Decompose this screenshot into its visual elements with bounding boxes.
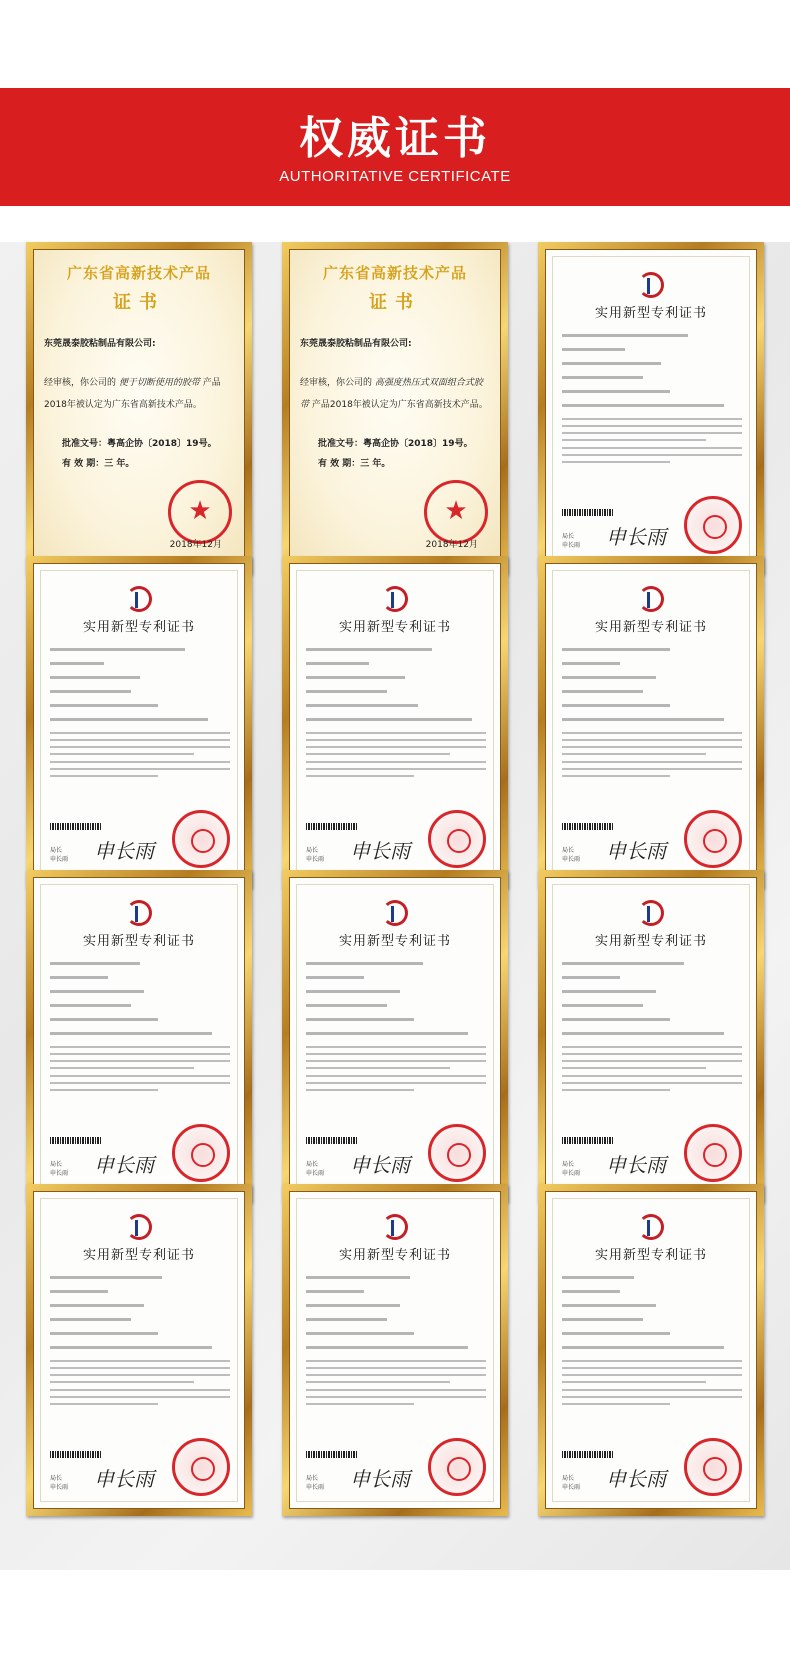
patent-office-logo-icon	[126, 1214, 152, 1240]
patent-title: 实用新型专利证书	[338, 620, 451, 635]
red-seal-icon	[172, 810, 230, 868]
patent-title: 实用新型专利证书	[338, 934, 451, 949]
red-seal-icon	[428, 1438, 486, 1496]
signature: 申长雨	[606, 525, 666, 549]
patent-fields	[562, 644, 742, 728]
patent-certificate	[33, 1191, 245, 1509]
signature: 申长雨	[350, 1153, 410, 1177]
red-seal-icon	[684, 1124, 742, 1182]
patent-fields	[306, 958, 486, 1042]
patent-office-logo-icon	[382, 586, 408, 612]
patent-certificate-frame	[26, 556, 252, 888]
patent-office-logo-icon	[126, 900, 152, 926]
patent-certificate-frame	[538, 242, 764, 574]
patent-office-logo-icon	[638, 900, 664, 926]
page-title: 权威证书	[299, 113, 491, 164]
patent-title: 实用新型专利证书	[594, 620, 707, 635]
patent-title: 实用新型专利证书	[82, 1248, 195, 1263]
body-suffix: 产品2018年被认定为广东省高新技术产品。	[44, 378, 221, 410]
patent-certificate-frame	[26, 870, 252, 1202]
signature: 申长雨	[94, 1467, 154, 1491]
patent-certificate	[545, 563, 757, 881]
signature: 申长雨	[606, 1153, 666, 1177]
page-subtitle: AUTHORITATIVE CERTIFICATE	[279, 168, 511, 185]
signature-label: 局长 申长雨	[306, 847, 325, 863]
patent-certificate	[545, 877, 757, 1195]
patent-fields	[306, 1272, 486, 1356]
patent-text-block	[306, 732, 486, 782]
signature-label: 局长 申长雨	[306, 1161, 325, 1177]
patent-office-logo-icon	[638, 272, 664, 298]
body-suffix: 产品2018年被认定为广东省高新技术产品。	[311, 400, 488, 410]
company-name: 东莞晟泰胶粘制品有限公司:	[300, 339, 412, 349]
signature-label: 局长 申长雨	[562, 847, 581, 863]
patent-title: 实用新型专利证书	[338, 1248, 451, 1263]
issue-date: 2018年12月	[169, 540, 222, 550]
patent-certificate-frame	[282, 1184, 508, 1516]
barcode-icon	[562, 509, 614, 516]
red-seal-icon	[684, 1438, 742, 1496]
barcode-icon	[562, 1451, 614, 1458]
patent-certificate-frame	[282, 556, 508, 888]
patent-certificate-frame	[282, 870, 508, 1202]
signature: 申长雨	[606, 839, 666, 863]
patent-office-logo-icon	[382, 900, 408, 926]
certificate-subtitle: 证书	[113, 292, 165, 313]
certificate-wall	[0, 242, 790, 1570]
validity-period: 有 效 期：三 年。	[62, 459, 135, 469]
signature: 申长雨	[350, 1467, 410, 1491]
gold-certificate	[33, 249, 245, 567]
patent-certificate	[33, 563, 245, 881]
signature: 申长雨	[350, 839, 410, 863]
patent-title: 实用新型专利证书	[594, 306, 707, 321]
red-seal-icon: ★	[168, 480, 232, 544]
red-seal-icon	[172, 1124, 230, 1182]
patent-fields	[306, 644, 486, 728]
patent-certificate	[545, 249, 757, 567]
patent-fields	[562, 958, 742, 1042]
certificate-title: 广东省高新技术产品	[322, 264, 467, 282]
approval-number: 批准文号：粤高企协〔2018〕19号。	[62, 439, 217, 449]
patent-fields	[50, 644, 230, 728]
gold-certificate	[289, 249, 501, 567]
gold-certificate-frame	[282, 242, 508, 574]
barcode-icon	[306, 823, 358, 830]
red-seal-icon: ★	[424, 480, 488, 544]
header-banner	[0, 88, 790, 206]
patent-title: 实用新型专利证书	[594, 934, 707, 949]
signature-label: 局长 申长雨	[562, 533, 581, 549]
barcode-icon	[306, 1451, 358, 1458]
barcode-icon	[50, 1451, 102, 1458]
certificate-subtitle: 证书	[369, 292, 421, 313]
signature-label: 局长 申长雨	[50, 1161, 69, 1177]
patent-fields	[50, 958, 230, 1042]
patent-title: 实用新型专利证书	[82, 620, 195, 635]
patent-text-block	[562, 1360, 742, 1410]
signature: 申长雨	[94, 1153, 154, 1177]
signature: 申长雨	[94, 839, 154, 863]
barcode-icon	[562, 823, 614, 830]
issue-date: 2018年12月	[425, 540, 478, 550]
barcode-icon	[306, 1137, 358, 1144]
red-seal-icon	[428, 1124, 486, 1182]
patent-office-logo-icon	[638, 1214, 664, 1240]
red-seal-icon	[684, 496, 742, 554]
patent-certificate-frame	[26, 1184, 252, 1516]
approval-number: 批准文号：粤高企协〔2018〕19号。	[318, 439, 473, 449]
patent-fields	[50, 1272, 230, 1356]
certificate-body	[300, 372, 490, 416]
patent-office-logo-icon	[638, 586, 664, 612]
patent-text-block	[306, 1360, 486, 1410]
signature-label: 局长 申长雨	[562, 1475, 581, 1491]
signature: 申长雨	[606, 1467, 666, 1491]
patent-fields	[562, 330, 742, 414]
patent-text-block	[50, 732, 230, 782]
barcode-icon	[50, 1137, 102, 1144]
red-seal-icon	[428, 810, 486, 868]
product-name: 便于切断使用的胶带	[118, 378, 200, 388]
patent-title: 实用新型专利证书	[594, 1248, 707, 1263]
barcode-icon	[50, 823, 102, 830]
body-prefix: 经审核，你公司的	[300, 378, 373, 388]
validity-period: 有 效 期：三 年。	[318, 459, 391, 469]
patent-text-block	[50, 1360, 230, 1410]
patent-certificate	[33, 877, 245, 1195]
patent-certificate	[545, 1191, 757, 1509]
patent-text-block	[50, 1046, 230, 1096]
red-seal-icon	[684, 810, 742, 868]
patent-office-logo-icon	[126, 586, 152, 612]
patent-certificate-frame	[538, 556, 764, 888]
signature-label: 局长 申长雨	[306, 1475, 325, 1491]
signature-label: 局长 申长雨	[50, 1475, 69, 1491]
patent-certificate	[289, 563, 501, 881]
product-name: 高强度热压式双面组合式胶带	[300, 378, 483, 410]
patent-certificate-frame	[538, 1184, 764, 1516]
certificate-body	[44, 372, 234, 416]
patent-fields	[562, 1272, 742, 1356]
patent-text-block	[562, 1046, 742, 1096]
patent-certificate	[289, 877, 501, 1195]
patent-text-block	[562, 418, 742, 468]
patent-certificate	[289, 1191, 501, 1509]
gold-certificate-frame	[26, 242, 252, 574]
certificate-title: 广东省高新技术产品	[66, 264, 211, 282]
patent-text-block	[562, 732, 742, 782]
body-prefix: 经审核，你公司的	[44, 378, 117, 388]
patent-text-block	[306, 1046, 486, 1096]
patent-certificate-frame	[538, 870, 764, 1202]
patent-office-logo-icon	[382, 1214, 408, 1240]
patent-title: 实用新型专利证书	[82, 934, 195, 949]
barcode-icon	[562, 1137, 614, 1144]
signature-label: 局长 申长雨	[50, 847, 69, 863]
signature-label: 局长 申长雨	[562, 1161, 581, 1177]
red-seal-icon	[172, 1438, 230, 1496]
company-name: 东莞晟泰胶粘制品有限公司:	[44, 339, 156, 349]
